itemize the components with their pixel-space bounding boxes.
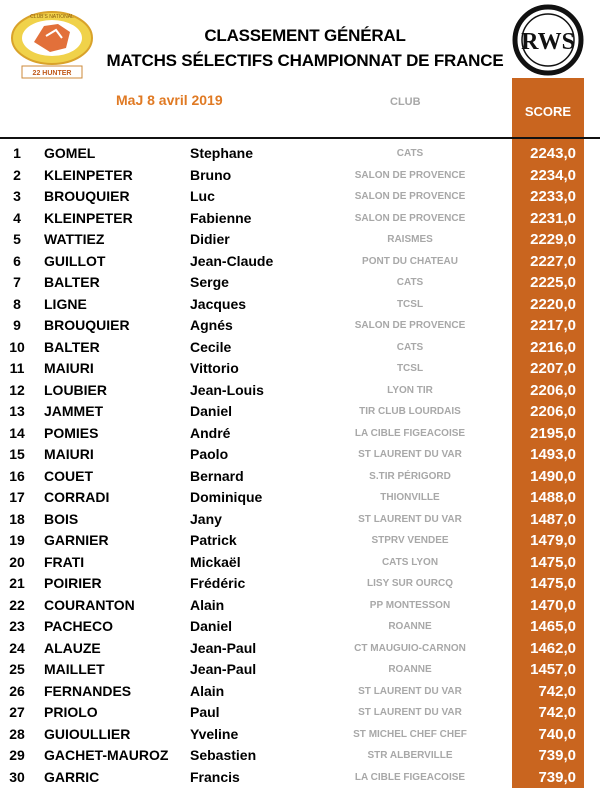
club-logo <box>6 8 98 84</box>
first-name-cell: Paolo <box>190 446 229 462</box>
club-column-header: CLUB <box>390 96 421 108</box>
score-cell: 2216,0 <box>530 338 576 356</box>
score-cell: 2234,0 <box>530 166 576 184</box>
first-name-cell: Bernard <box>190 467 244 484</box>
table-row <box>0 745 600 767</box>
table-row <box>0 659 600 681</box>
last-name-cell: POIRIER <box>44 575 102 591</box>
last-name-cell: WATTIEZ <box>44 231 105 247</box>
last-name-cell: GUILLOT <box>44 252 106 269</box>
logo-ring-text: CLUB'S NATIONAL <box>30 14 74 20</box>
rank-cell: 19 <box>9 532 25 548</box>
club-cell: ST LAURENT DU VAR <box>358 513 462 525</box>
score-cell: 1465,0 <box>530 618 576 635</box>
first-name-cell: Agnés <box>190 317 233 333</box>
first-name-cell: Stephane <box>190 145 254 161</box>
club-cell: ROANNE <box>388 621 432 632</box>
score-cell: 1475,0 <box>530 575 576 592</box>
first-name-cell: Alain <box>190 682 225 699</box>
first-name-cell: Alain <box>190 596 225 613</box>
rank-cell: 12 <box>9 381 25 398</box>
table-row <box>0 143 600 165</box>
rank-cell: 10 <box>9 338 25 355</box>
first-name-cell: Daniel <box>190 618 233 634</box>
club-cell: STR ALBERVILLE <box>367 750 453 761</box>
last-name-cell: BOIS <box>44 510 79 527</box>
table-row <box>0 487 600 509</box>
table-row <box>0 724 600 746</box>
score-cell: 740,0 <box>538 725 576 743</box>
club-cell: SALON DE PROVENCE <box>354 191 466 202</box>
first-name-cell: Jean-Paul <box>190 639 257 656</box>
rank-cell: 17 <box>9 489 25 505</box>
table-row <box>0 208 600 230</box>
last-name-cell: GOMEL <box>44 145 96 161</box>
first-name-cell: Cecile <box>190 338 232 355</box>
rank-cell: 18 <box>9 510 25 527</box>
first-name-cell: Luc <box>190 188 215 204</box>
rank-cell: 16 <box>9 467 25 484</box>
club-cell: ST LAURENT DU VAR <box>358 685 462 697</box>
rank-cell: 29 <box>9 747 25 763</box>
club-cell: ST LAURENT DU VAR <box>358 449 462 460</box>
table-row <box>0 401 600 423</box>
table-row <box>0 165 600 187</box>
last-name-cell: KLEINPETER <box>44 209 133 226</box>
rank-cell: 23 <box>9 618 25 634</box>
first-name-cell: Mickaël <box>190 553 241 570</box>
last-name-cell: BALTER <box>44 338 100 355</box>
last-name-cell: JAMMET <box>44 403 104 419</box>
club-cell: CATS <box>396 148 424 159</box>
first-name-cell: Vittorio <box>190 360 239 376</box>
rank-cell: 8 <box>13 295 21 312</box>
table-row <box>0 272 600 294</box>
score-cell: 2229,0 <box>530 231 576 248</box>
first-name-cell: Fabienne <box>190 209 252 226</box>
club-cell: CATS LYON <box>381 556 439 568</box>
table-row <box>0 767 600 788</box>
score-cell: 2220,0 <box>530 295 576 313</box>
rank-cell: 25 <box>9 661 25 677</box>
rank-cell: 22 <box>9 596 25 613</box>
table-row <box>0 186 600 208</box>
score-cell: 2206,0 <box>530 403 576 420</box>
club-cell: ST LAURENT DU VAR <box>358 707 462 718</box>
first-name-cell: Sebastien <box>190 747 257 763</box>
rank-cell: 6 <box>13 252 21 269</box>
score-cell: 742,0 <box>538 704 576 721</box>
table-row <box>0 573 600 595</box>
first-name-cell: Yveline <box>190 725 239 742</box>
club-cell: TIR CLUB LOURDAIS <box>359 406 461 417</box>
first-name-cell: Jean-Louis <box>190 381 264 398</box>
table-row <box>0 444 600 466</box>
last-name-cell: KLEINPETER <box>44 166 133 183</box>
rank-cell: 21 <box>9 575 25 591</box>
first-name-cell: Jean-Paul <box>190 661 257 677</box>
score-cell: 2206,0 <box>530 381 576 399</box>
score-cell: 1470,0 <box>530 596 576 614</box>
last-name-cell: FRATI <box>44 553 85 570</box>
club-cell: ST MICHEL CHEF CHEF <box>353 728 467 740</box>
score-cell: 2231,0 <box>530 209 576 227</box>
club-cell: SALON DE PROVENCE <box>354 169 466 181</box>
first-name-cell: Jacques <box>190 295 247 312</box>
table-row <box>0 595 600 617</box>
update-date: MaJ 8 avril 2019 <box>116 92 223 108</box>
score-cell: 1493,0 <box>530 446 576 463</box>
score-cell: 1462,0 <box>530 639 576 657</box>
club-cell: LA CIBLE FIGEACOISE <box>354 771 466 783</box>
first-name-cell: Frédéric <box>190 575 246 591</box>
last-name-cell: LOUBIER <box>44 381 107 398</box>
score-cell: 2207,0 <box>530 360 576 377</box>
club-cell: STPRV VENDEE <box>371 535 449 546</box>
score-cell: 739,0 <box>538 747 576 764</box>
club-cell: LYON TIR <box>387 384 433 396</box>
rank-cell: 7 <box>13 274 21 290</box>
first-name-cell: Dominique <box>190 489 263 505</box>
last-name-cell: GACHET-MAUROZ <box>44 747 169 763</box>
header-divider <box>0 137 600 139</box>
rank-cell: 30 <box>9 768 25 785</box>
last-name-cell: PACHECO <box>44 618 113 634</box>
club-cell: ROANNE <box>388 664 432 675</box>
club-cell: PONT DU CHATEAU <box>362 255 458 267</box>
club-cell: CATS <box>396 277 424 288</box>
first-name-cell: Francis <box>190 768 240 785</box>
last-name-cell: GUIOULLIER <box>44 725 131 742</box>
rank-cell: 4 <box>13 209 21 226</box>
first-name-cell: Jany <box>190 510 222 527</box>
table-row <box>0 380 600 402</box>
table-row <box>0 552 600 574</box>
first-name-cell: Didier <box>190 231 230 247</box>
last-name-cell: BROUQUIER <box>44 188 130 204</box>
last-name-cell: BALTER <box>44 274 100 290</box>
last-name-cell: POMIES <box>44 424 99 441</box>
score-cell: 1475,0 <box>530 553 576 571</box>
score-cell: 2217,0 <box>530 317 576 334</box>
score-cell: 1487,0 <box>530 510 576 528</box>
rank-cell: 11 <box>9 360 25 376</box>
score-cell: 2195,0 <box>530 424 576 442</box>
last-name-cell: MAIURI <box>44 446 94 462</box>
club-cell: THIONVILLE <box>380 492 440 503</box>
last-name-cell: ALAUZE <box>44 639 101 656</box>
table-row <box>0 294 600 316</box>
score-column-header: SCORE <box>524 104 572 119</box>
last-name-cell: MAIURI <box>44 360 94 376</box>
score-cell: 742,0 <box>538 682 576 700</box>
club-cell: RAISMES <box>387 234 433 245</box>
last-name-cell: GARRIC <box>44 768 100 785</box>
rank-cell: 13 <box>9 403 25 419</box>
score-cell: 1490,0 <box>530 467 576 485</box>
table-row <box>0 229 600 251</box>
page-subtitle: MATCHS SÉLECTIFS CHAMPIONNAT DE FRANCE <box>106 51 504 70</box>
logo-caption: 22 HUNTER <box>32 70 72 77</box>
club-cell: SALON DE PROVENCE <box>354 212 466 224</box>
last-name-cell: CORRADI <box>44 489 110 505</box>
rank-cell: 28 <box>9 725 25 742</box>
score-cell: 2225,0 <box>530 274 576 291</box>
ranking-table <box>0 143 600 788</box>
score-cell: 2227,0 <box>530 252 576 270</box>
score-cell: 1457,0 <box>530 661 576 678</box>
rank-cell: 24 <box>9 639 25 656</box>
first-name-cell: Patrick <box>190 532 237 548</box>
first-name-cell: Bruno <box>190 166 232 183</box>
table-row <box>0 358 600 380</box>
page-title: CLASSEMENT GÉNÉRAL <box>204 26 406 45</box>
club-cell: PP MONTESSON <box>369 599 451 611</box>
club-cell: CATS <box>396 341 424 353</box>
table-row <box>0 315 600 337</box>
last-name-cell: COURANTON <box>44 596 135 613</box>
club-cell: S.TIR PÉRIGORD <box>369 470 451 482</box>
rank-cell: 20 <box>9 553 25 570</box>
club-cell: LISY SUR OURCQ <box>367 578 453 589</box>
score-cell: 1488,0 <box>530 489 576 506</box>
last-name-cell: PRIOLO <box>44 704 98 720</box>
table-row <box>0 423 600 445</box>
club-cell: CT MAUGUIO-CARNON <box>354 642 466 654</box>
rank-cell: 5 <box>13 231 21 247</box>
first-name-cell: André <box>190 424 231 441</box>
last-name-cell: BROUQUIER <box>44 317 130 333</box>
rank-cell: 1 <box>13 145 21 161</box>
table-row <box>0 509 600 531</box>
table-row <box>0 616 600 638</box>
rank-cell: 26 <box>9 682 25 699</box>
score-cell: 2243,0 <box>530 145 576 162</box>
rank-cell: 14 <box>9 424 25 441</box>
first-name-cell: Serge <box>190 274 229 290</box>
table-row <box>0 530 600 552</box>
rws-logo <box>512 4 584 76</box>
club-cell: TCSL <box>396 298 424 310</box>
last-name-cell: LIGNE <box>44 295 87 312</box>
table-row <box>0 638 600 660</box>
table-row <box>0 337 600 359</box>
rws-logo-text: RWS <box>521 29 575 55</box>
first-name-cell: Jean-Claude <box>190 252 274 269</box>
rank-cell: 3 <box>13 188 21 204</box>
score-cell: 2233,0 <box>530 188 576 205</box>
club-cell: LA CIBLE FIGEACOISE <box>354 427 466 439</box>
rank-cell: 9 <box>13 317 21 333</box>
club-cell: TCSL <box>396 363 424 374</box>
last-name-cell: MAILLET <box>44 661 105 677</box>
table-row <box>0 466 600 488</box>
last-name-cell: GARNIER <box>44 532 109 548</box>
table-row <box>0 702 600 724</box>
table-row <box>0 681 600 703</box>
last-name-cell: COUET <box>44 467 93 484</box>
last-name-cell: FERNANDES <box>44 682 132 699</box>
rank-cell: 27 <box>9 704 25 720</box>
score-cell: 1479,0 <box>530 532 576 549</box>
first-name-cell: Paul <box>190 704 220 720</box>
first-name-cell: Daniel <box>190 403 233 419</box>
score-cell: 739,0 <box>538 768 576 786</box>
club-cell: SALON DE PROVENCE <box>354 320 466 331</box>
table-row <box>0 251 600 273</box>
rank-cell: 2 <box>13 166 21 183</box>
rank-cell: 15 <box>9 446 25 462</box>
